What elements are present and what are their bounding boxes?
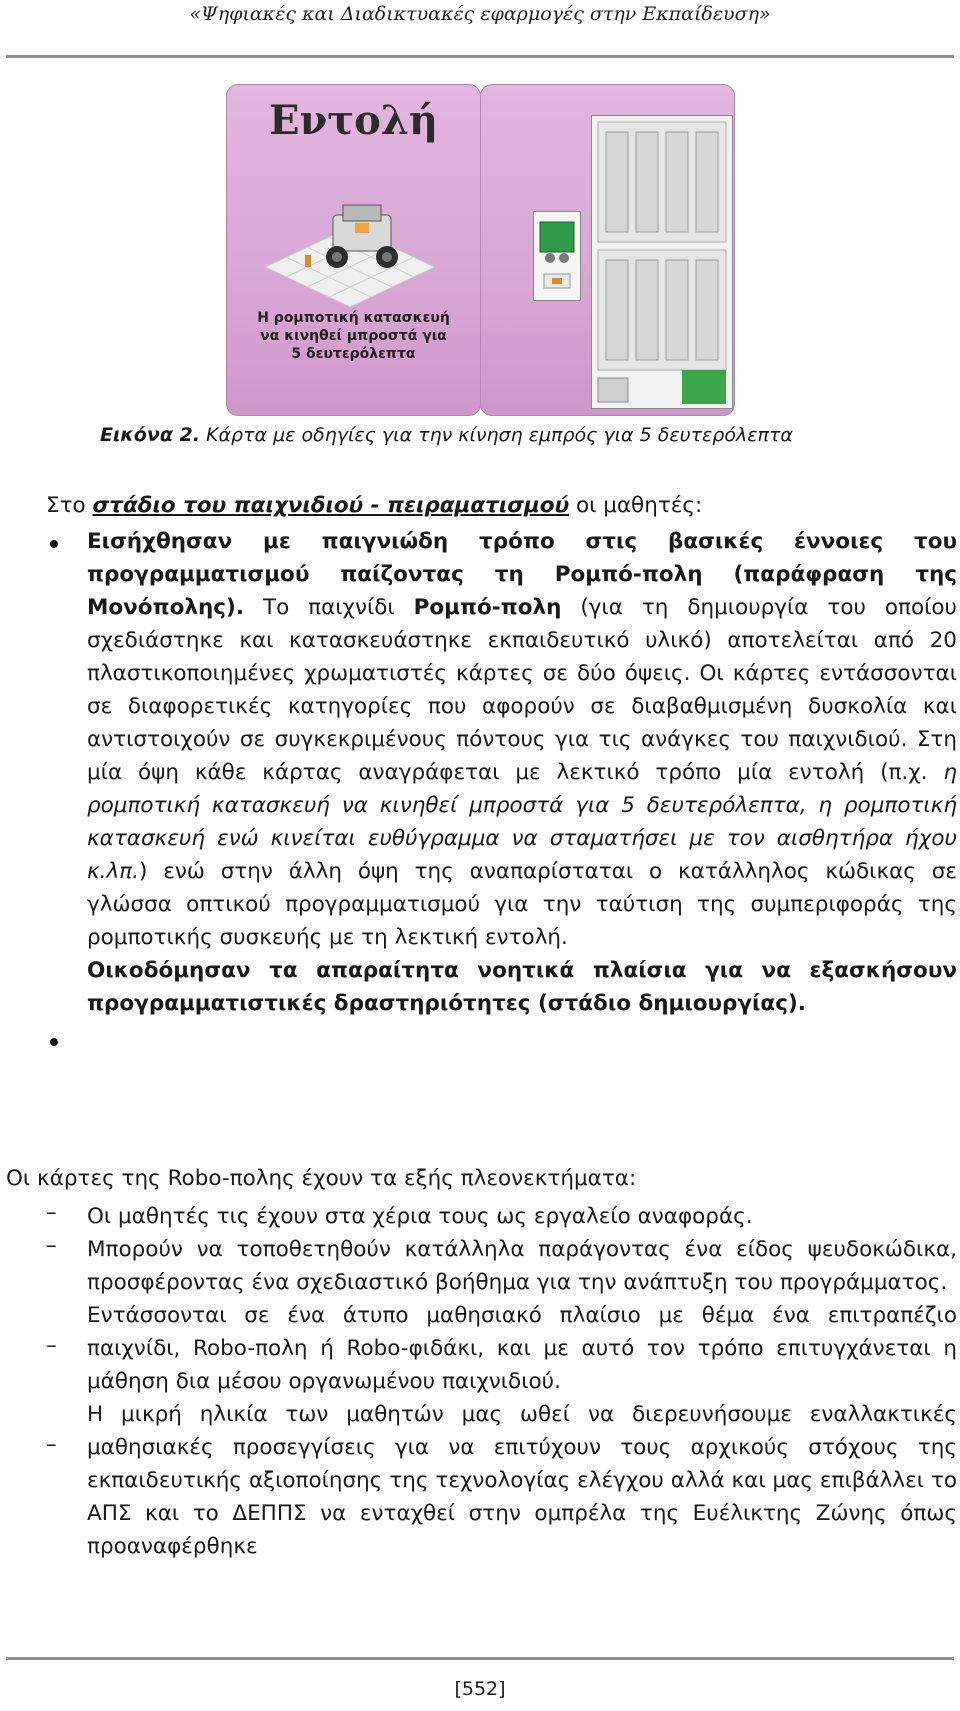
bullet-icon (50, 540, 58, 548)
bullet-item (87, 954, 957, 1020)
dash-marker: – (46, 1333, 57, 1358)
intro-prefix: Στο (46, 493, 93, 518)
bullet-bold-text: Εισήχθησαν με παιγνιώδη τρόπο στις βασικές έννοιες του προγραμματισμού παίζοντας τη Ρομπό-πολη (παράφραση της Μονόπολης). (87, 529, 957, 620)
page-number: [552] (454, 1678, 506, 1700)
figure-caption-text: Κάρτα με οδηγίες για την κίνηση εμπρός για 5 δευτερόλεπτα (199, 424, 793, 446)
figure-caption (100, 424, 793, 446)
card-front (226, 84, 481, 416)
advantage-item: Η μικρή ηλικία των μαθητών μας ωθεί να διερευνήσουμε εναλλακτικές μαθησιακές προσεγγίσεις για να επιτύχουν τους αρχικούς στόχους της εκπαιδευτικής αξιοποίησης της τεχνολογίας ελέγχου αλλά και μας επιβάλλει το ΑΠΣ και το ΔΕΠΠΣ να ενταχθεί στην ομπρέλα της Ευέλικτης Ζώνης όπως προαναφέρθηκε (87, 1402, 957, 1559)
card-caption-line: 5 δευτερόλεπτα (291, 346, 416, 362)
programming-settings-panel (591, 115, 733, 409)
bullet-text: (για τη δημιουργία του οποίου σχεδιάστηκε και κατασκευάστηκε εκπαιδευτικό υλικό) αποτελείται από 20 πλαστικοποιημένες χρωματιστές κάρτες σε δύο όψεις. Οι κάρτες εντάσσονται σε διαφορετικές κατηγορίες που αφορούν σε διαβαθμισμένη δυσκολία και αντιστοιχούν σε συγκεκριμένους πόντους για τις ανάγκες του παιχνιδιού. Στη μία όψη κάθε κάρτας αναγράφεται με λεκτικό τρόπο μία εντολή (π.χ. (87, 595, 957, 785)
advantage-item: Μπορούν να τοποθετηθούν κατάλληλα παράγοντας ένα είδος ψευδοκώδικα, προσφέροντας ένα σχεδιαστικό βοήθημα για την ανάπτυξη του προγράμματος. (87, 1237, 957, 1295)
running-header: «Ψηφιακές και Διαδικτυακές εφαρμογές στην Εκπαίδευση» (189, 3, 771, 25)
footer-divider (6, 1657, 954, 1660)
advantage-item: Οι μαθητές τις έχουν στα χέρια τους ως εργαλείο αναφοράς. (87, 1204, 753, 1229)
robot-illustration (255, 157, 445, 307)
card-caption-line: να κινηθεί μπροστά για (260, 328, 447, 344)
intro-emphasis: στάδιο του παιχνιδιού - πειραματισμού (92, 493, 570, 518)
bullet-list (87, 525, 957, 1020)
header-divider (6, 55, 954, 58)
advantages-intro: Οι κάρτες της Robo-πολης έχουν τα εξής πλεονεκτήματα: (6, 1166, 637, 1191)
card-back (480, 84, 735, 416)
bullet-icon (50, 1038, 58, 1046)
dash-marker: – (46, 1200, 57, 1225)
advantages-list (87, 1200, 957, 1563)
bullet-italic-text: η ρομποτική κατασκευή να κινηθεί μπροστά για 5 δευτερόλεπτα, η ρομποτική κατασκευή ενώ κινείται ευθύγραμμα να σταματήσει με τον αισθητήρα ήχου κ.λπ. (87, 760, 957, 884)
bullet-item (87, 525, 957, 954)
dash-marker: – (46, 1432, 57, 1457)
card-caption-line: Η ρομποτική κατασκευή (257, 310, 450, 326)
bullet-text: Το παιχνίδι (244, 595, 414, 620)
bullet-text: ) ενώ στην άλλη όψη της αναπαρίσταται ο κατάλληλος κώδικας σε γλώσσα οπτικού προγραμματισμού για την ταύτιση της συμπεριφοράς της ρομποτικής συσκευής με τη λεκτική εντολή. (87, 859, 957, 950)
card-caption (247, 309, 460, 363)
bullet-bold-text: Ρομπό-πολη (413, 595, 562, 620)
intro-line (46, 493, 702, 518)
dash-marker: – (46, 1233, 57, 1258)
figure-caption-label: Εικόνα 2. (100, 424, 200, 446)
card-title: Εντολή (269, 97, 438, 144)
figure-robopoli-card (226, 84, 734, 414)
advantage-item: Εντάσσονται σε ένα άτυπο μαθησιακό πλαίσιο με θέμα ένα επιτραπέζιο παιχνίδι, Robo-πολη ή Robo-φιδάκι, και με αυτό τον τρόπο επιτυγχάνεται η μάθηση δια μέσου οργανωμένου παιχνιδιού. (87, 1303, 957, 1394)
bullet-bold-text: Οικοδόμησαν τα απαραίτητα νοητικά πλαίσια για να εξασκήσουν προγραμματιστικές δραστηριότητες (στάδιο δημιουργίας). (87, 958, 957, 1016)
program-block-icon (533, 211, 581, 301)
intro-suffix: οι μαθητές: (569, 493, 703, 518)
